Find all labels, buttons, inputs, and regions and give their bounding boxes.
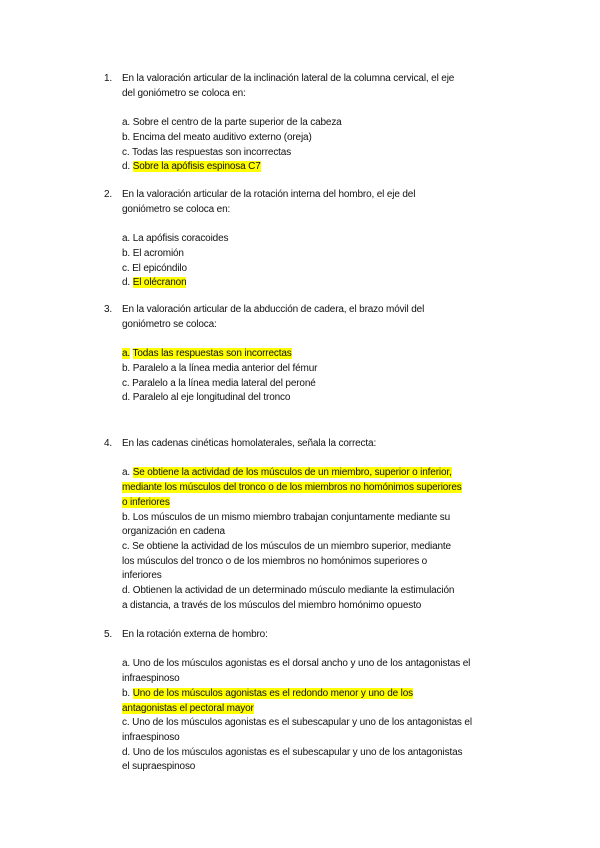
correct-answer-text: El olécranon [132, 277, 187, 289]
option-line [122, 672, 180, 687]
question-number: 5. [104, 629, 113, 640]
option-line [122, 525, 225, 540]
question-text: En la valoración articular de la inclinación lateral de la columna cervical, el eje [122, 73, 455, 84]
option-text: Sobre el centro de la parte superior de la cabeza [132, 117, 342, 129]
option-line [122, 731, 180, 746]
correct-answer-text: Todas las respuestas son incorrectas [132, 348, 292, 360]
option-text: los músculos del tronco o de los miembros no homónimos superiores o [122, 555, 428, 567]
option-line [122, 146, 291, 161]
option-line [122, 116, 342, 131]
option-line [122, 569, 162, 584]
option-text: El epicóndilo [132, 262, 187, 274]
question-number: 2. [104, 189, 113, 200]
option-text: a distancia, a través de los músculos del miembro homónimo opuesto [122, 599, 422, 611]
option-line [122, 347, 292, 362]
option-letter: d. [122, 746, 131, 758]
correct-answer-text: mediante los músculos del tronco o de los miembros no homónimos superiores [122, 482, 462, 494]
option-letter: c. [122, 146, 130, 158]
option-letter: c. [122, 717, 130, 729]
correct-answer-text: o inferiores [122, 496, 170, 508]
option-line [122, 511, 450, 526]
question-text: En la valoración articular de la rotación interna del hombro, el eje del [122, 189, 416, 200]
question-text: goniómetro se coloca en: [122, 203, 231, 215]
option-letter: b. [122, 131, 131, 143]
option-letter: c. [122, 377, 130, 389]
option-letter: c. [122, 262, 130, 274]
option-letter: b. [122, 511, 131, 523]
option-text: Uno de los músculos agonistas es el dorsal ancho y uno de los antagonistas el [132, 658, 471, 670]
option-line [122, 657, 470, 672]
option-text: infraespinoso [122, 731, 180, 743]
option-line [122, 481, 462, 496]
option-line [122, 247, 184, 262]
option-text: Uno de los músculos agonistas es el subescapular y uno de los antagonistas [132, 746, 463, 758]
option-line [122, 377, 316, 392]
option-text: infraespinoso [122, 673, 180, 685]
question-number: 3. [104, 304, 113, 315]
option-line [122, 391, 290, 406]
question-text: En la valoración articular de la abducción de cadera, el brazo móvil del [122, 304, 425, 315]
question-text: del goniómetro se coloca en: [122, 87, 246, 99]
option-line [122, 702, 254, 717]
option-text: El acromión [132, 247, 184, 259]
option-line [122, 687, 413, 702]
option-line [122, 466, 452, 481]
option-text: inferiores [122, 570, 162, 582]
option-letter: d. [122, 585, 131, 596]
question-number: 1. [104, 73, 113, 84]
option-letter: c. [122, 540, 130, 552]
option-letter: d. [122, 161, 131, 173]
option-letter: b. [122, 362, 131, 374]
option-text: Uno de los músculos agonistas es el subescapular y uno de los antagonistas el [132, 717, 472, 729]
option-text: Se obtiene la actividad de los músculos de un miembro superior, mediante [132, 540, 451, 552]
option-text: Paralelo a la línea media lateral del peroné [132, 377, 316, 389]
option-text: Paralelo al eje longitudinal del tronco [132, 392, 291, 404]
question-text: En la rotación externa de hombro: [122, 629, 268, 640]
correct-answer-text: Se obtiene la actividad de los músculos de un miembro, superior o inferior, [132, 467, 452, 479]
option-text: Todas las respuestas son incorrectas [131, 146, 292, 158]
option-letter: a. [122, 467, 131, 479]
option-text: Obtienen la actividad de un determinado músculo mediante la estimulación [132, 585, 455, 596]
question-number: 4. [104, 438, 113, 449]
question-text: goniómetro se coloca: [122, 318, 217, 330]
option-text: organización en cadena [122, 526, 225, 538]
correct-answer-text: antagonistas el pectoral mayor [122, 702, 254, 714]
option-line [122, 584, 454, 599]
correct-answer-text: Sobre la apófisis espinosa C7 [132, 161, 261, 173]
option-letter: a. [122, 348, 131, 360]
option-line [122, 716, 472, 731]
option-line [122, 160, 261, 175]
option-line [122, 555, 427, 570]
option-line [122, 362, 317, 377]
option-line [122, 131, 312, 146]
option-text: Encima del meato auditivo externo (oreja) [132, 131, 312, 143]
option-text: Paralelo a la línea media anterior del fémur [132, 362, 318, 374]
option-letter: b. [122, 247, 131, 259]
option-letter: b. [122, 687, 131, 699]
option-text: el supraespinoso [122, 761, 196, 773]
option-letter: d. [122, 392, 131, 404]
option-line [122, 760, 195, 775]
option-text: Los músculos de un mismo miembro trabajan conjuntamente mediante su [132, 511, 451, 523]
option-line [122, 262, 187, 277]
option-letter: d. [122, 277, 131, 289]
correct-answer-text: Uno de los músculos agonistas es el redondo menor y uno de los [132, 687, 414, 699]
option-letter: a. [122, 658, 131, 670]
option-line [122, 599, 421, 614]
option-letter: a. [122, 233, 131, 245]
option-line [122, 540, 451, 555]
option-line [122, 496, 170, 511]
option-line [122, 276, 186, 291]
option-letter: a. [122, 117, 131, 129]
option-line [122, 232, 228, 247]
option-line [122, 746, 462, 761]
question-text: En las cadenas cinéticas homolaterales, señala la correcta: [122, 438, 377, 449]
option-text: La apófisis coracoides [132, 233, 229, 245]
